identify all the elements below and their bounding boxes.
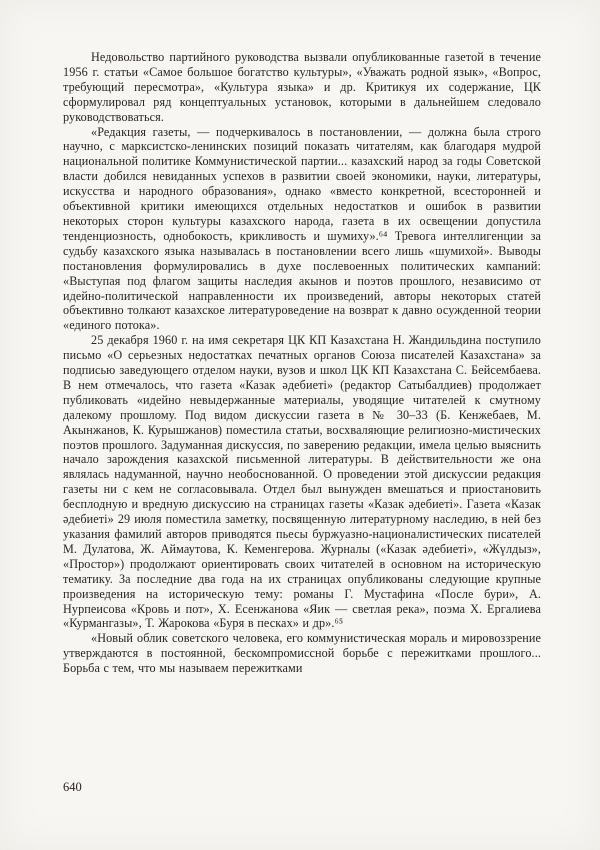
paragraph-4: «Новый облик советского человека, его коммунистическая мораль и мировоззрение утверждаются в постоянной, бескомпромиссной борьбе с пережитками прошлого... Борьба с тем, что мы называем пережитками — [63, 631, 541, 676]
page-number: 640 — [63, 780, 82, 794]
paragraph-1: Недовольство партийного руководства вызвали опубликованные газетой в течение 1956 г. статьи «Самое большое богатство культуры», «Уважать родной язык», «Вопрос, требующий пересмотра», «Культура языка» и др. Критикуя их содержание, ЦК сформулировал ряд концептуальных установок, которыми в дальнейшем следовало руководствоваться. — [63, 50, 541, 124]
paragraph-3: 25 декабря 1960 г. на имя секретаря ЦК КП Казахстана Н. Жандильдина поступило письмо «О серьезных недостатках печатных органов Союза писателей Казахстана» за подписью заведующего отделом науки, вузов и школ ЦК КП Казахстана С. Бейсембаева. В нем отмечалось, что газета «Казак әдебиеті» (редактор Сатыбалдиев) продолжает публиковать «идейно невыдержанные материалы, уводящие читателей к смутному далекому прошлому. Под видом дискуссии газета в № 30–33 (Б. Кенжебаев, М. Акынжанов, К. Курышжанов) поместила статьи, восхваляющие религиозно-мистических поэтов прошлого. Задуманная дискуссия, по заверению редакции, имела целью выяснить начало зарождения казахской письменной литературы. В действительности же она являлась надуманной, научно необоснованной. О проведении этой дискуссии редакция газеты ни с кем не согласовывала. Отдел был вынужден вмешаться и приостановить бесплодную и вредную дискуссию на страницах газеты «Казак әдебиеті». Газета «Казак әдебиеті» 29 июля поместила заметку, посвященную литературному наследию, в ней без указания фамилий авторов приводятся пьесы буржуазно-националистических писателей М. Дулатова, Ж. Аймаутова, К. Кеменгерова. Журналы («Казак әдебиеті», «Жүлдыз», «Простор») продолжают ориентировать своих читателей в основном на историческую тематику. За последние два года на их страницах опубликованы следующие крупные произведения на историческую тему: романы Г. Мустафина «После бури», А. Нурпеисова «Кровь и пот», Х. Есенжанова «Яик — светлая река», поэма Х. Ергалиева «Курмангазы», Т. Жарокова «Буря в песках» и др».⁶⁵ — [63, 333, 541, 631]
body-text — [63, 50, 541, 676]
paragraph-2: «Редакция газеты, — подчеркивалось в постановлении, — должна была строго научно, с марксистско-ленинских позиций показать читателям, как благодаря мудрой национальной политике Коммунистической партии... казахский народ за годы Советской власти добился невиданных успехов в развитии своей экономики, науки, литературы, искусства и народного образования», однако «вместо конкретной, всесторонней и объективной критики имеющихся отдельных недостатков и ошибок в развитии некоторых сторон культуры казахского народа, газета в их освещении допустила тенденциозность, однобокость, крикливость и шумиху».⁶⁴ Тревога интеллигенции за судьбу казахского языка называлась в постановлении всего лишь «шумихой». Выводы постановления формулировались в духе послевоенных политических кампаний: «Выступая под флагом защиты наследия акынов и поэтов прошлого, независимо от идейно-политической направленности их произведений, авторы некоторых статей объективно толкают казахское литературоведение на возврат к давно осужденной теории «единого потока». — [63, 124, 541, 333]
